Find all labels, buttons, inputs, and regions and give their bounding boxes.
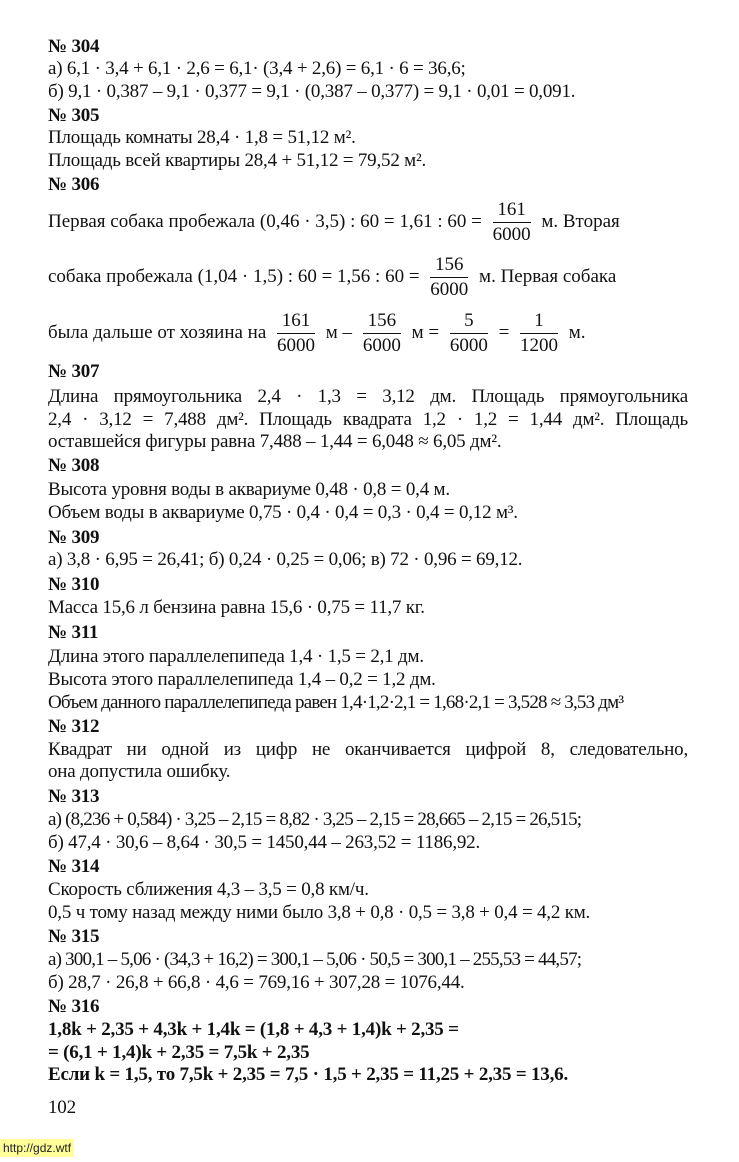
problem-title: № 306 xyxy=(48,174,100,195)
text-line: Площадь комнаты 28,4 · 1,8 = 51,12 м². xyxy=(48,127,356,148)
text-line: б) 47,4 · 30,6 – 8,64 · 30,5 = 1450,44 – 263,52 = 1186,92. xyxy=(48,832,481,853)
text: м = xyxy=(411,321,440,343)
text-line: 1,8k + 2,35 + 4,3k + 1,4k = (1,8 + 4,3 + 1,4)k + 2,35 = xyxy=(48,1019,459,1040)
text-line: Длина этого параллелепипеда 1,4 · 1,5 = 2,1 дм. xyxy=(48,646,424,667)
text-line: а) (8,236 + 0,584) · 3,25 – 2,15 = 8,82 · 3,25 – 2,15 = 28,665 – 2,15 = 26,515; xyxy=(48,809,582,830)
text-line: б) 9,1 · 0,387 – 9,1 · 0,377 = 9,1 · (0,387 – 0,377) = 9,1 · 0,01 = 0,091. xyxy=(48,81,576,102)
text-line: она допустила ошибку. xyxy=(48,761,231,782)
text: собака пробежала (1,04 · 1,5) : 60 = 1,56 : 60 = xyxy=(48,265,420,287)
text-line: Скорость сближения 4,3 – 3,5 = 0,8 км/ч. xyxy=(48,879,369,900)
fraction xyxy=(520,309,558,358)
problem-title: № 313 xyxy=(48,786,100,807)
denominator: 6000 xyxy=(362,335,401,356)
text-line: 2,4 · 3,12 = 7,488 дм². Площадь квадрата 1,2 · 1,2 = 1,44 дм². Площадь xyxy=(48,409,688,430)
text-line-with-fraction xyxy=(48,309,586,358)
text-line: Масса 15,6 л бензина равна 15,6 · 0,75 = 11,7 кг. xyxy=(48,597,425,618)
denominator: 6000 xyxy=(492,224,531,245)
problem-title: № 305 xyxy=(48,105,100,126)
text-line-with-fraction xyxy=(48,198,620,247)
problem-title: № 311 xyxy=(48,622,99,643)
text: Первая собака пробежала (0,46 · 3,5) : 60 = 1,61 : 60 = xyxy=(48,210,482,232)
watermark-link[interactable]: http://gdz.wtf xyxy=(0,1139,74,1157)
text-line: Длина прямоугольника 2,4 · 1,3 = 3,12 дм. Площадь прямоугольника xyxy=(48,386,688,407)
text-line: Если k = 1,5, то 7,5k + 2,35 = 7,5 · 1,5 + 2,35 = 11,25 + 2,35 = 13,6. xyxy=(48,1064,569,1085)
numerator: 156 xyxy=(363,309,401,334)
text-line: 0,5 ч тому назад между ними было 3,8 + 0,8 · 0,5 = 3,8 + 0,4 = 4,2 км. xyxy=(48,902,591,923)
text: м. xyxy=(568,321,586,343)
text: = xyxy=(498,321,510,343)
text-line: Объем воды в аквариуме 0,75 · 0,4 · 0,4 = 0,3 · 0,4 = 0,12 м³. xyxy=(48,502,518,523)
problem-title: № 312 xyxy=(48,716,100,737)
denominator: 6000 xyxy=(277,335,316,356)
text-line: Высота этого параллелепипеда 1,4 – 0,2 = 1,2 дм. xyxy=(48,669,436,690)
text-line: оставшейся фигуры равна 7,488 – 1,44 = 6,048 ≈ 6,05 дм². xyxy=(48,431,502,452)
text-line: Площадь всей квартиры 28,4 + 51,12 = 79,52 м². xyxy=(48,150,427,171)
problem-title: № 315 xyxy=(48,926,100,947)
denominator: 6000 xyxy=(449,335,488,356)
problem-title: № 309 xyxy=(48,527,100,548)
text-line: а) 3,8 · 6,95 = 26,41; б) 0,24 · 0,25 = 0,06; в) 72 · 0,96 = 69,12. xyxy=(48,549,523,570)
fraction xyxy=(363,309,401,358)
text: м. Вторая xyxy=(541,210,620,232)
problem-title: № 314 xyxy=(48,856,100,877)
text-line-with-fraction xyxy=(48,253,616,302)
problem-title: № 316 xyxy=(48,996,100,1017)
text: была дальше от хозяина на xyxy=(48,321,267,343)
page-number: 102 xyxy=(48,1097,76,1118)
numerator: 161 xyxy=(493,198,531,223)
numerator: 156 xyxy=(430,253,468,278)
fraction xyxy=(450,309,488,358)
text-line: = (6,1 + 1,4)k + 2,35 = 7,5k + 2,35 xyxy=(48,1042,310,1063)
fraction xyxy=(277,309,315,358)
problem-title: № 308 xyxy=(48,455,100,476)
problem-title: № 307 xyxy=(48,361,100,382)
problem-title: № 304 xyxy=(48,36,100,57)
text-line: а) 6,1 · 3,4 + 6,1 · 2,6 = 6,1· (3,4 + 2,6) = 6,1 · 6 = 36,6; xyxy=(48,58,466,79)
numerator: 161 xyxy=(277,309,315,334)
numerator: 5 xyxy=(450,309,488,334)
text-line: а) 300,1 – 5,06 · (34,3 + 16,2) = 300,1 – 5,06 · 50,5 = 300,1 – 255,53 = 44,57; xyxy=(48,949,582,970)
text-line: Высота уровня воды в аквариуме 0,48 · 0,8 = 0,4 м. xyxy=(48,479,450,500)
numerator: 1 xyxy=(520,309,558,334)
text-line: Квадрат ни одной из цифр не оканчивается цифрой 8, следовательно, xyxy=(48,739,688,760)
problem-title: № 310 xyxy=(48,574,100,595)
text-line: Объем данного параллелепипеда равен 1,4·1,2·2,1 = 1,68·2,1 = 3,528 ≈ 3,53 дм³ xyxy=(48,692,624,713)
denominator: 6000 xyxy=(430,279,469,300)
fraction xyxy=(493,198,531,247)
text-line: б) 28,7 · 26,8 + 66,8 · 4,6 = 769,16 + 307,28 = 1076,44. xyxy=(48,972,465,993)
fraction xyxy=(430,253,468,302)
text: м. Первая собака xyxy=(479,265,617,287)
text: м – xyxy=(325,321,353,343)
denominator: 1200 xyxy=(520,335,559,356)
